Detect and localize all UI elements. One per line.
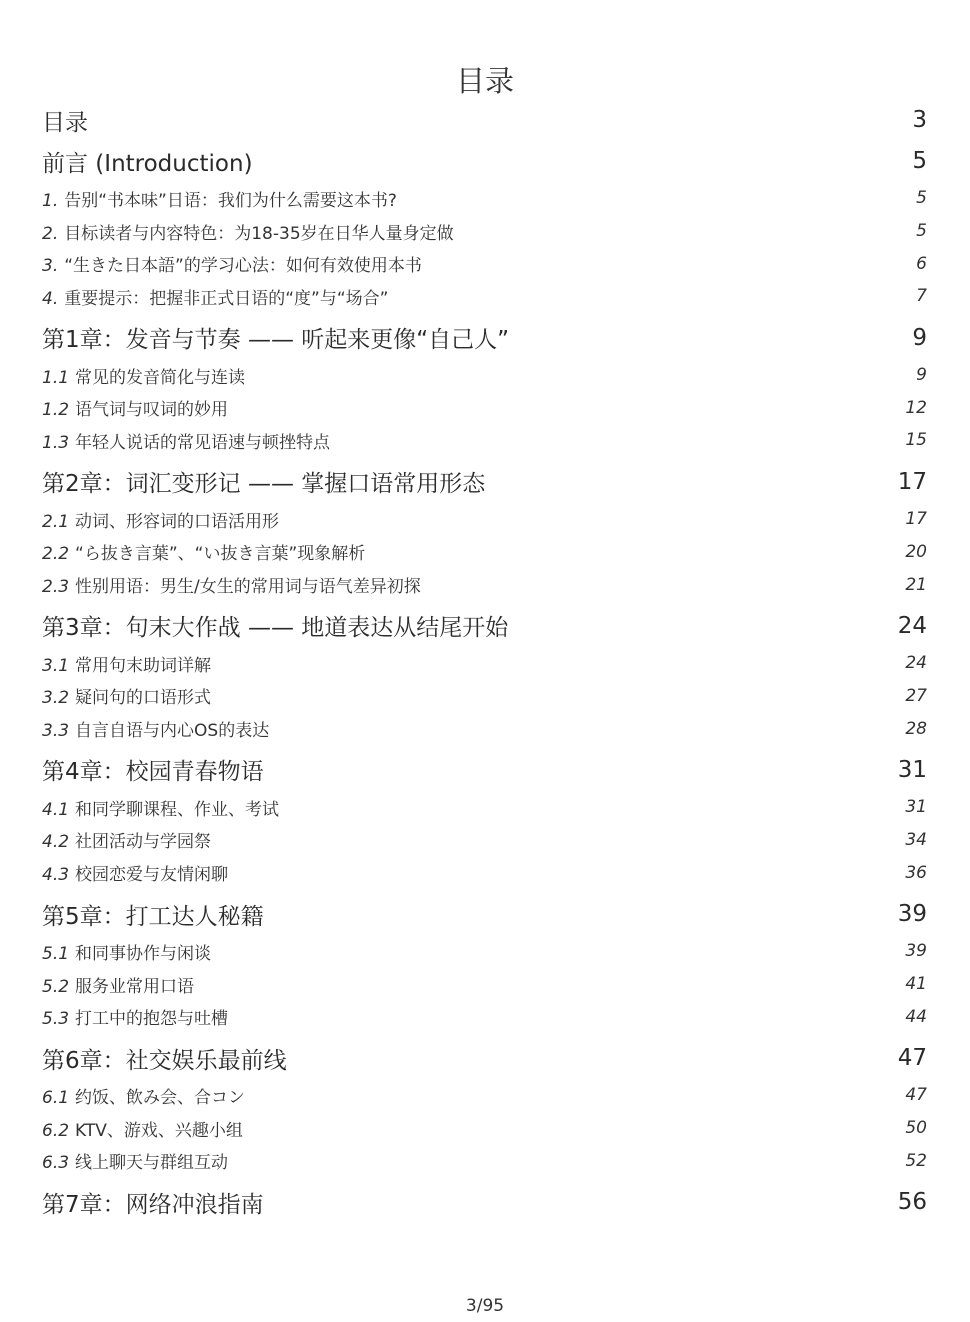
chapter-page-number: 3 <box>912 107 927 133</box>
section-title: KTV、游戏、兴趣小组 <box>75 1120 243 1141</box>
toc-section-entry[interactable] <box>42 712 927 745</box>
section-number: 6.3 <box>42 1153 70 1174</box>
section-label <box>42 219 454 244</box>
chapter-title: 第7章：网络冲浪指南 <box>42 1191 264 1218</box>
section-number: 2.3 <box>42 577 70 598</box>
section-label <box>42 572 421 597</box>
toc-section-entry[interactable] <box>42 824 927 857</box>
table-of-contents <box>42 98 927 1221</box>
section-number: 4. <box>42 288 59 309</box>
toc-section-entry[interactable] <box>42 1112 927 1145</box>
section-label <box>42 972 194 997</box>
section-title: “生きた日本語”的学习心法：如何有效使用本书 <box>64 256 422 277</box>
section-page-number: 7 <box>916 286 927 307</box>
section-label <box>42 186 397 211</box>
chapter-page-number: 47 <box>897 1045 927 1072</box>
chapter-page-number: 56 <box>897 1189 927 1216</box>
toc-section-entry[interactable] <box>42 280 927 313</box>
section-label <box>42 795 279 820</box>
section-number: 3. <box>42 256 59 277</box>
section-title: 动词、形容词的口语活用形 <box>75 511 280 532</box>
section-label <box>42 539 365 564</box>
section-title: 校园恋爱与友情闲聊 <box>75 865 229 886</box>
section-title: 服务业常用口语 <box>75 976 195 997</box>
section-page-number: 21 <box>905 574 927 595</box>
toc-chapter-entry[interactable] <box>42 607 927 645</box>
section-number: 5.3 <box>42 1009 70 1030</box>
section-label <box>42 1116 243 1141</box>
toc-chapter-entry[interactable] <box>42 463 927 501</box>
chapter-title: 第1章：发音与节奏 —— 听起来更像“自己人” <box>42 327 510 354</box>
toc-section-entry[interactable] <box>42 424 927 457</box>
section-page-number: 36 <box>905 862 927 883</box>
section-page-number: 15 <box>905 430 927 451</box>
section-label <box>42 284 388 309</box>
section-number: 1.3 <box>42 432 70 453</box>
section-title: 性别用语：男生/女生的常用词与语气差异初探 <box>75 577 421 598</box>
toc-section-entry[interactable] <box>42 856 927 889</box>
section-page-number: 24 <box>905 653 927 674</box>
section-label <box>42 683 211 708</box>
toc-section-entry[interactable] <box>42 1079 927 1112</box>
section-page-number: 12 <box>905 397 927 418</box>
section-title: 社团活动与学园祭 <box>75 832 212 853</box>
section-page-number: 20 <box>905 541 927 562</box>
toc-section-entry[interactable] <box>42 1144 927 1177</box>
toc-chapter-entry[interactable] <box>42 751 927 789</box>
section-page-number: 34 <box>905 829 927 850</box>
section-number: 5.2 <box>42 976 70 997</box>
toc-chapter-entry[interactable] <box>42 1183 927 1221</box>
section-title: 约饭、飲み会、合コン <box>75 1087 246 1108</box>
toc-section-entry[interactable] <box>42 647 927 680</box>
section-page-number: 5 <box>916 188 927 209</box>
chapter-title: 第2章：词汇变形记 —— 掌握口语常用形态 <box>42 471 486 498</box>
toc-section-entry[interactable] <box>42 182 927 215</box>
section-title: 和同事协作与闲谈 <box>75 943 212 964</box>
section-title: 自言自语与内心OS的表达 <box>75 721 270 742</box>
section-label <box>42 716 269 741</box>
section-page-number: 9 <box>916 365 927 386</box>
section-number: 4.3 <box>42 865 70 886</box>
section-label <box>42 395 228 420</box>
section-label <box>42 1148 228 1173</box>
section-number: 3.1 <box>42 655 70 676</box>
section-page-number: 5 <box>916 221 927 242</box>
section-page-number: 44 <box>905 1006 927 1027</box>
toc-chapter-entry[interactable] <box>42 142 927 180</box>
toc-section-entry[interactable] <box>42 968 927 1001</box>
section-page-number: 28 <box>905 718 927 739</box>
section-page-number: 17 <box>905 509 927 530</box>
section-label <box>42 827 211 852</box>
section-page-number: 27 <box>905 685 927 706</box>
chapter-page-number: 9 <box>912 324 927 351</box>
section-number: 4.2 <box>42 832 70 853</box>
section-title: 告别“书本味”日语：我们为什么需要这本书? <box>64 190 397 211</box>
section-page-number: 50 <box>905 1118 927 1139</box>
section-label <box>42 939 211 964</box>
section-number: 6.1 <box>42 1087 70 1108</box>
section-title: 常见的发音简化与连读 <box>75 367 246 388</box>
toc-chapter-entry[interactable] <box>42 895 927 933</box>
section-title: 重要提示：把握非正式日语的“度”与“场合” <box>64 288 389 309</box>
toc-section-entry[interactable] <box>42 568 927 601</box>
section-page-number: 39 <box>905 941 927 962</box>
chapter-title: 第6章：社交娱乐最前线 <box>42 1047 287 1074</box>
chapter-title: 前言 (Introduction) <box>42 150 253 177</box>
section-label <box>42 507 279 532</box>
section-label <box>42 363 245 388</box>
chapter-page-number: 24 <box>897 612 927 639</box>
chapter-title: 第4章：校园青春物语 <box>42 759 264 786</box>
toc-section-entry[interactable] <box>42 1000 927 1033</box>
section-page-number: 31 <box>905 797 927 818</box>
section-label <box>42 428 330 453</box>
section-title: 线上聊天与群组互动 <box>75 1153 229 1174</box>
section-title: 目标读者与内容特色：为18-35岁在日华人量身定做 <box>64 223 454 244</box>
toc-chapter-entry[interactable] <box>42 98 927 142</box>
section-title: “ら抜き言葉”、“い抜き言葉”现象解析 <box>75 544 366 565</box>
section-number: 2.1 <box>42 511 70 532</box>
toc-section-entry[interactable] <box>42 791 927 824</box>
section-label <box>42 860 228 885</box>
chapter-title: 第5章：打工达人秘籍 <box>42 903 264 930</box>
section-page-number: 52 <box>905 1150 927 1171</box>
toc-chapter-entry[interactable] <box>42 319 927 357</box>
page-title: 目录 <box>455 64 514 99</box>
section-page-number: 41 <box>905 974 927 995</box>
section-number: 2.2 <box>42 544 70 565</box>
page-number-indicator: 3/95 <box>465 1296 505 1316</box>
section-label <box>42 651 211 676</box>
toc-section-entry[interactable] <box>42 536 927 569</box>
toc-section-entry[interactable] <box>42 391 927 424</box>
section-number: 3.3 <box>42 721 70 742</box>
section-number: 1.1 <box>42 367 70 388</box>
section-number: 6.2 <box>42 1120 70 1141</box>
section-title: 常用句末助词详解 <box>75 655 212 676</box>
section-title: 疑问句的口语形式 <box>75 688 212 709</box>
toc-section-entry[interactable] <box>42 680 927 713</box>
toc-chapter-entry[interactable] <box>42 1039 927 1077</box>
toc-section-entry[interactable] <box>42 935 927 968</box>
section-page-number: 6 <box>916 253 927 274</box>
section-label <box>42 1004 228 1029</box>
chapter-title: 目录 <box>42 109 88 136</box>
section-number: 4.1 <box>42 799 70 820</box>
chapter-page-number: 39 <box>897 901 927 927</box>
toc-section-entry[interactable] <box>42 503 927 536</box>
chapter-page-number: 31 <box>897 756 927 783</box>
section-number: 2. <box>42 223 59 244</box>
chapter-title: 第3章：句末大作战 —— 地道表达从结尾开始 <box>42 615 509 642</box>
section-title: 语气词与叹词的妙用 <box>75 400 229 421</box>
section-title: 打工中的抱怨与吐槽 <box>75 1009 229 1030</box>
toc-section-entry[interactable] <box>42 215 927 248</box>
section-number: 1.2 <box>42 400 70 421</box>
section-label <box>42 251 422 276</box>
chapter-page-number: 17 <box>897 468 927 495</box>
section-label <box>42 1083 245 1108</box>
toc-section-entry[interactable] <box>42 359 927 392</box>
section-number: 5.1 <box>42 943 70 964</box>
section-page-number: 47 <box>905 1085 927 1106</box>
section-number: 3.2 <box>42 688 70 709</box>
section-number: 1. <box>42 190 59 211</box>
section-title: 年轻人说话的常见语速与顿挫特点 <box>75 432 331 453</box>
section-title: 和同学聊课程、作业、考试 <box>75 799 280 820</box>
chapter-page-number: 5 <box>912 148 927 174</box>
toc-section-entry[interactable] <box>42 247 927 280</box>
